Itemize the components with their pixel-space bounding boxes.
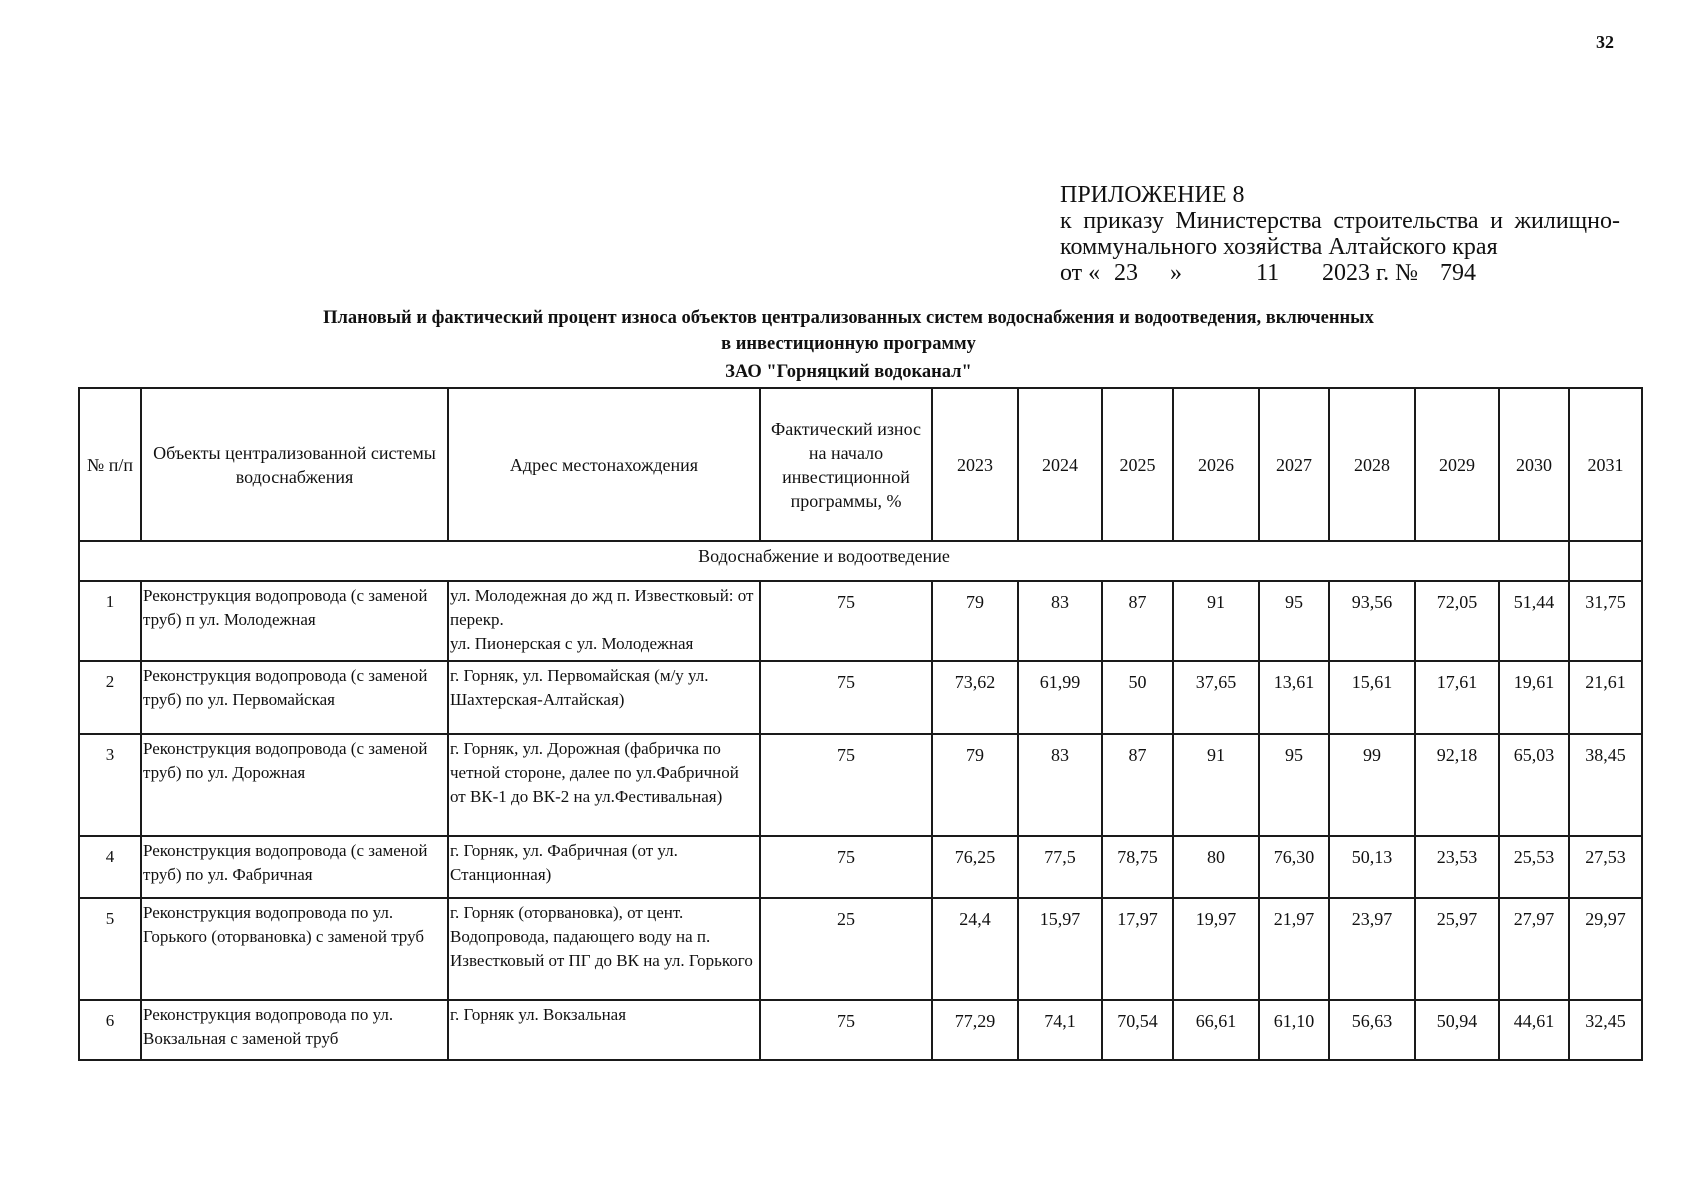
header-year: 2031 xyxy=(1569,388,1642,541)
row-value: 66,61 xyxy=(1173,1000,1259,1060)
row-actual-wear: 75 xyxy=(760,836,932,898)
row-object: Реконструкция водопровода по ул. Вокзальная с заменой труб xyxy=(141,1000,448,1060)
row-value: 23,53 xyxy=(1415,836,1499,898)
header-actual-wear: Фактический износ на начало инвестиционной программы, % xyxy=(760,388,932,541)
row-address: ул. Молодежная до жд п. Известковый: от перекр. ул. Пионерская с ул. Молодежная xyxy=(448,581,760,661)
row-num: 1 xyxy=(79,581,141,661)
row-value: 17,61 xyxy=(1415,661,1499,734)
row-value: 19,61 xyxy=(1499,661,1569,734)
row-value: 50,94 xyxy=(1415,1000,1499,1060)
row-value: 51,44 xyxy=(1499,581,1569,661)
row-object: Реконструкция водопровода по ул. Горького (оторвановка) с заменой труб xyxy=(141,898,448,1000)
row-value: 73,62 xyxy=(932,661,1018,734)
order-day: 23 xyxy=(1114,260,1138,286)
row-address: г. Горняк ул. Вокзальная xyxy=(448,1000,760,1060)
row-actual-wear: 75 xyxy=(760,734,932,836)
row-num: 2 xyxy=(79,661,141,734)
row-value: 70,54 xyxy=(1102,1000,1173,1060)
row-value: 74,1 xyxy=(1018,1000,1102,1060)
table-row xyxy=(79,898,1642,1000)
header-year: 2029 xyxy=(1415,388,1499,541)
row-value: 21,61 xyxy=(1569,661,1642,734)
section-row xyxy=(79,541,1642,581)
row-value: 79 xyxy=(932,581,1018,661)
row-value: 78,75 xyxy=(1102,836,1173,898)
row-actual-wear: 75 xyxy=(760,661,932,734)
row-value: 15,97 xyxy=(1018,898,1102,1000)
row-object: Реконструкция водопровода (с заменой труб) по ул. Дорожная xyxy=(141,734,448,836)
order-prefix: от « xyxy=(1060,260,1101,286)
order-number: 794 xyxy=(1440,260,1476,286)
order-year: 2023 г. № xyxy=(1322,260,1419,286)
header-year: 2024 xyxy=(1018,388,1102,541)
table-row xyxy=(79,1000,1642,1060)
row-value: 13,61 xyxy=(1259,661,1329,734)
row-address: г. Горняк, ул. Дорожная (фабричка по четной стороне, далее по ул.Фабричной от ВК-1 до ВК-2 на ул.Фестивальная) xyxy=(448,734,760,836)
row-object: Реконструкция водопровода (с заменой труб) по ул. Первомайская xyxy=(141,661,448,734)
table-row xyxy=(79,581,1642,661)
order-quote-close: » xyxy=(1170,260,1182,286)
row-value: 77,5 xyxy=(1018,836,1102,898)
row-num: 4 xyxy=(79,836,141,898)
row-value: 76,25 xyxy=(932,836,1018,898)
appendix-word: приказу xyxy=(1083,208,1164,234)
appendix-line-2: коммунального хозяйства Алтайского края xyxy=(1060,234,1498,260)
header-year: 2026 xyxy=(1173,388,1259,541)
header-year: 2027 xyxy=(1259,388,1329,541)
header-year: 2030 xyxy=(1499,388,1569,541)
row-value: 99 xyxy=(1329,734,1415,836)
row-value: 65,03 xyxy=(1499,734,1569,836)
row-value: 87 xyxy=(1102,734,1173,836)
row-object: Реконструкция водопровода (с заменой труб) п ул. Молодежная xyxy=(141,581,448,661)
row-value: 25,97 xyxy=(1415,898,1499,1000)
row-value: 83 xyxy=(1018,581,1102,661)
row-value: 50,13 xyxy=(1329,836,1415,898)
row-value: 95 xyxy=(1259,734,1329,836)
row-address: г. Горняк, ул. Фабричная (от ул. Станционная) xyxy=(448,836,760,898)
row-value: 21,97 xyxy=(1259,898,1329,1000)
header-year: 2023 xyxy=(932,388,1018,541)
order-month: 11 xyxy=(1256,260,1280,286)
row-value: 29,97 xyxy=(1569,898,1642,1000)
row-value: 93,56 xyxy=(1329,581,1415,661)
row-value: 50 xyxy=(1102,661,1173,734)
row-value: 79 xyxy=(932,734,1018,836)
row-value: 72,05 xyxy=(1415,581,1499,661)
section-title: Водоснабжение и водоотведение xyxy=(79,541,1569,581)
row-value: 17,97 xyxy=(1102,898,1173,1000)
appendix-word: и xyxy=(1490,208,1503,234)
appendix-word: жилищно- xyxy=(1514,208,1620,234)
header-year: 2028 xyxy=(1329,388,1415,541)
row-value: 32,45 xyxy=(1569,1000,1642,1060)
row-value: 56,63 xyxy=(1329,1000,1415,1060)
table-heading-line-1: Плановый и фактический процент износа объектов централизованных систем водоснабжения и водоотведения, включенных xyxy=(323,308,1374,328)
table-row xyxy=(79,836,1642,898)
table-row xyxy=(79,734,1642,836)
appendix-block xyxy=(1060,182,1620,286)
row-value: 19,97 xyxy=(1173,898,1259,1000)
row-value: 27,53 xyxy=(1569,836,1642,898)
row-value: 87 xyxy=(1102,581,1173,661)
order-line xyxy=(1060,260,1620,286)
row-value: 61,10 xyxy=(1259,1000,1329,1060)
appendix-word: Министерства xyxy=(1175,208,1322,234)
wear-percentage-table xyxy=(78,387,1643,1061)
row-actual-wear: 75 xyxy=(760,581,932,661)
header-object: Объекты централизованной системы водоснабжения xyxy=(141,388,448,541)
appendix-line-1 xyxy=(1060,208,1620,234)
table-heading-line-3: ЗАО "Горняцкий водоканал" xyxy=(725,362,972,382)
row-value: 25,53 xyxy=(1499,836,1569,898)
row-actual-wear: 75 xyxy=(760,1000,932,1060)
row-num: 6 xyxy=(79,1000,141,1060)
row-value: 83 xyxy=(1018,734,1102,836)
row-value: 44,61 xyxy=(1499,1000,1569,1060)
table-header-row xyxy=(79,388,1642,541)
row-actual-wear: 25 xyxy=(760,898,932,1000)
header-address: Адрес местонахождения xyxy=(448,388,760,541)
appendix-word: к xyxy=(1060,208,1072,234)
row-value: 91 xyxy=(1173,734,1259,836)
header-num: № п/п xyxy=(79,388,141,541)
row-value: 95 xyxy=(1259,581,1329,661)
row-object: Реконструкция водопровода (с заменой труб) по ул. Фабричная xyxy=(141,836,448,898)
row-value: 92,18 xyxy=(1415,734,1499,836)
row-value: 24,4 xyxy=(932,898,1018,1000)
row-value: 80 xyxy=(1173,836,1259,898)
appendix-title: ПРИЛОЖЕНИЕ 8 xyxy=(1060,182,1245,208)
row-num: 3 xyxy=(79,734,141,836)
row-value: 27,97 xyxy=(1499,898,1569,1000)
table-cell xyxy=(1569,541,1642,581)
row-value: 15,61 xyxy=(1329,661,1415,734)
appendix-word: строительства xyxy=(1333,208,1479,234)
row-value: 76,30 xyxy=(1259,836,1329,898)
row-value: 91 xyxy=(1173,581,1259,661)
page-number: 32 xyxy=(1596,32,1614,52)
row-value: 77,29 xyxy=(932,1000,1018,1060)
row-address: г. Горняк, ул. Первомайская (м/у ул. Шахтерская-Алтайская) xyxy=(448,661,760,734)
table-row xyxy=(79,661,1642,734)
row-value: 38,45 xyxy=(1569,734,1642,836)
header-year: 2025 xyxy=(1102,388,1173,541)
table-heading-line-2: в инвестиционную программу xyxy=(721,334,976,354)
row-num: 5 xyxy=(79,898,141,1000)
row-address: г. Горняк (оторвановка), от цент. Водопровода, падающего воду на п. Известковый от ПГ до ВК на ул. Горького xyxy=(448,898,760,1000)
row-value: 61,99 xyxy=(1018,661,1102,734)
row-value: 37,65 xyxy=(1173,661,1259,734)
row-value: 31,75 xyxy=(1569,581,1642,661)
row-value: 23,97 xyxy=(1329,898,1415,1000)
